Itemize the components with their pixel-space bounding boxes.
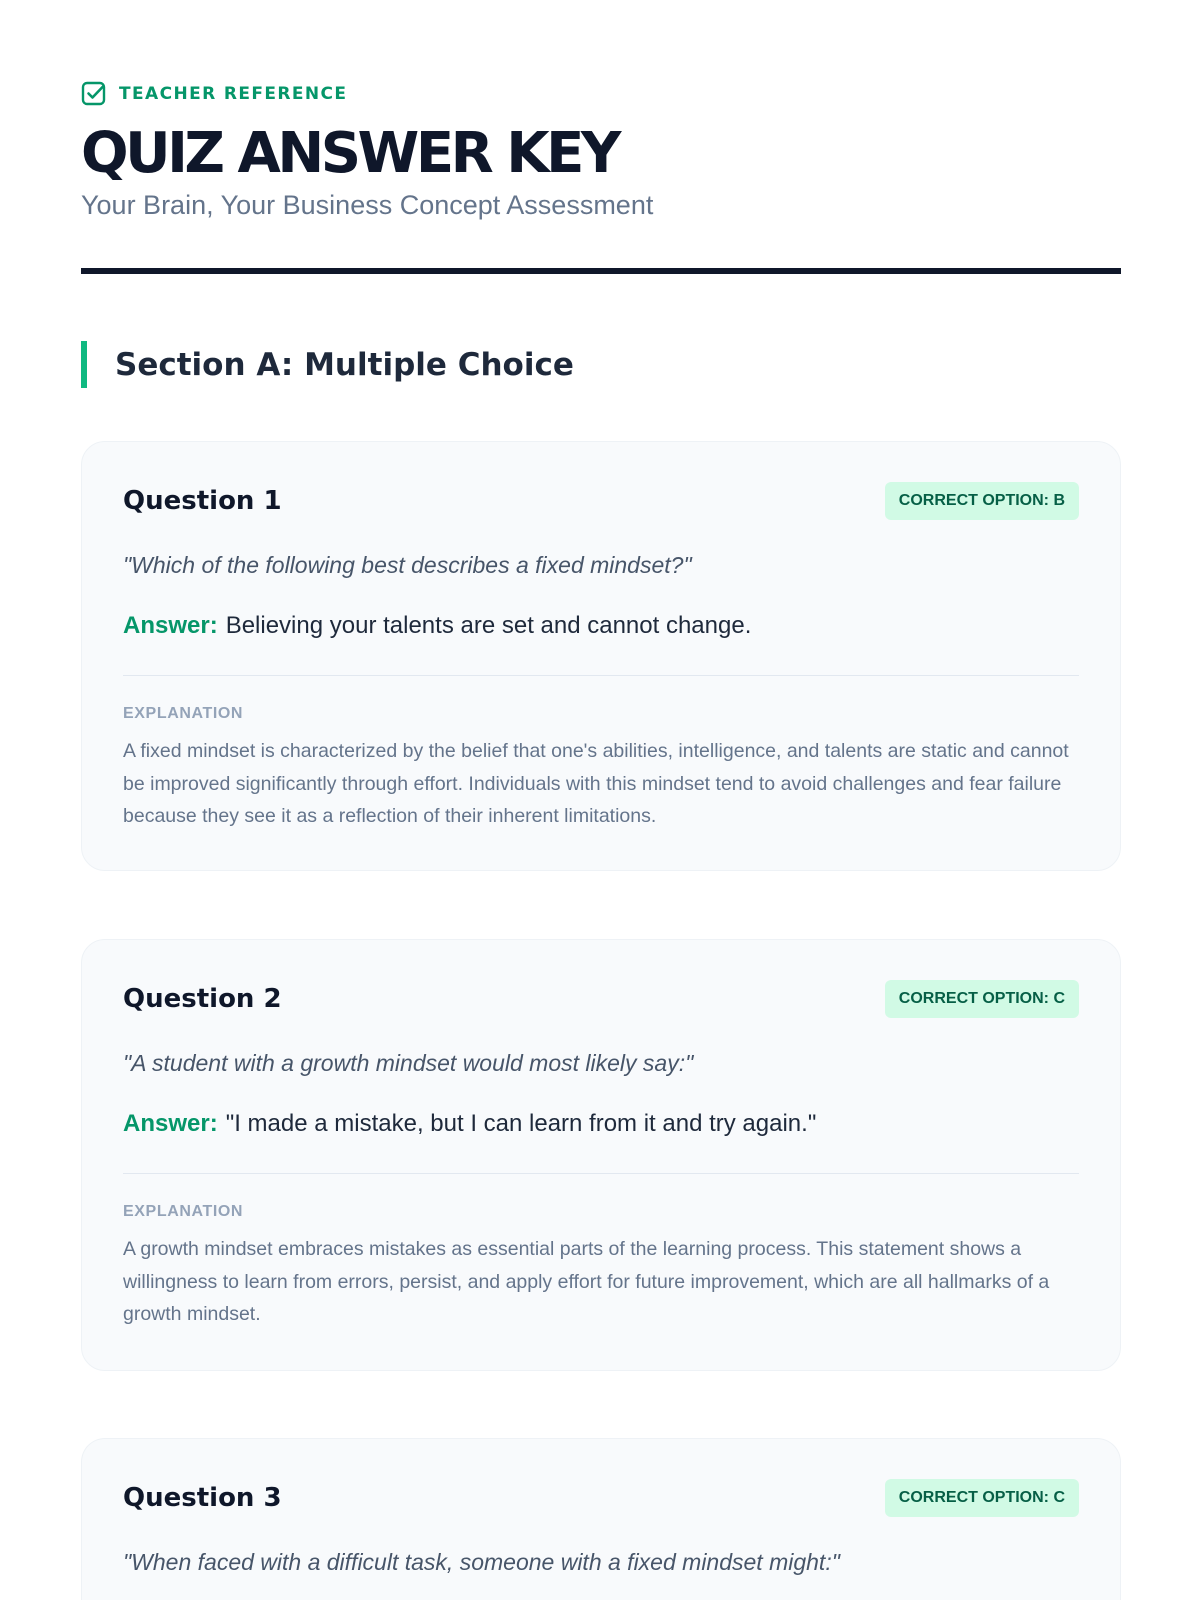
page-title: QUIZ ANSWER KEY: [81, 121, 618, 186]
answer-line: [123, 1110, 1079, 1138]
section-heading: [81, 341, 574, 388]
answer-label: Answer:: [123, 612, 218, 639]
question-header: [123, 980, 1079, 1018]
answer-line: [123, 612, 1079, 640]
header-divider: [81, 268, 1121, 274]
explanation-label: EXPLANATION: [123, 1203, 244, 1220]
explanation-text: A fixed mindset is characterized by the belief that one's abilities, intelligence, and talents are static and cannot be improved significantly through effort. Individuals with this mindset tend to avoid challenges and fear failure because they see it as a reflection of their inherent limitations.: [123, 740, 1069, 827]
question-header: [123, 1479, 1079, 1517]
explanation-label: EXPLANATION: [123, 705, 244, 722]
section-title: Section A: Multiple Choice: [115, 346, 574, 383]
correct-option-badge: CORRECT OPTION: B: [885, 482, 1079, 520]
question-header: [123, 482, 1079, 520]
answer-divider: [123, 675, 1079, 676]
explanation-text: A growth mindset embraces mistakes as essential parts of the learning process. This statement shows a willingness to learn from errors, persist, and apply effort for future improvement, which are all hallmarks of a growth mindset.: [123, 1238, 1050, 1325]
answer-text: "I made a mistake, but I can learn from it and try again.": [225, 1110, 817, 1137]
question-card-3: [81, 1438, 1121, 1600]
question-text: "Which of the following best describes a fixed mindset?": [123, 552, 692, 578]
question-label: Question 2: [123, 984, 282, 1014]
correct-option-badge: CORRECT OPTION: C: [885, 1479, 1079, 1517]
answer-label: Answer:: [123, 1110, 218, 1137]
correct-option-badge: CORRECT OPTION: C: [885, 980, 1079, 1018]
question-card-1: [81, 441, 1121, 871]
eyebrow-label: TEACHER REFERENCE: [119, 84, 348, 104]
question-label: Question 1: [123, 486, 282, 516]
question-text: "A student with a growth mindset would most likely say:": [123, 1050, 694, 1076]
page-subtitle: Your Brain, Your Business Concept Assessment: [81, 190, 654, 220]
answer-text: Believing your talents are set and cannot change.: [225, 612, 752, 639]
eyebrow: [81, 81, 347, 107]
question-card-2: [81, 939, 1121, 1371]
answer-divider: [123, 1173, 1079, 1174]
question-label: Question 3: [123, 1483, 282, 1513]
checkbox-icon: [81, 81, 107, 107]
question-text: "When faced with a difficult task, someone with a fixed mindset might:": [123, 1549, 840, 1575]
